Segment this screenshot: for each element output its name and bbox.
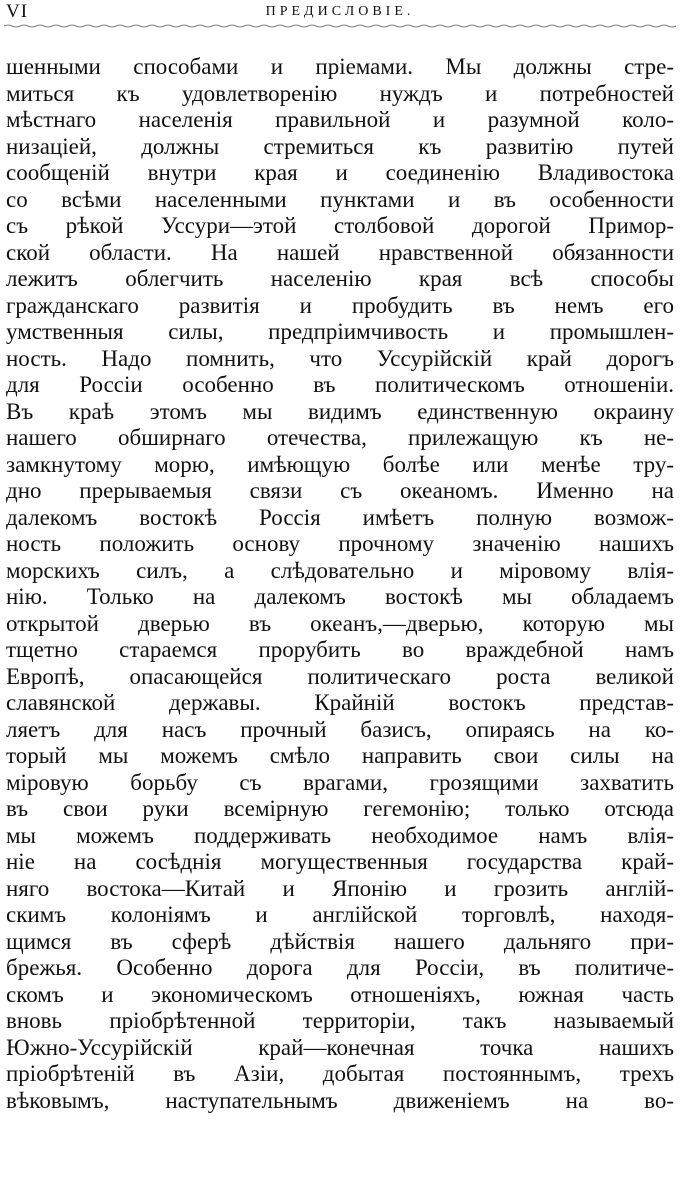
header-rule: [4, 24, 676, 28]
text-line: щимся въ сферѣ дѣйствія нашего дальняго при-: [6, 928, 674, 954]
text-line: тщетно стараемся прорубить во враждебной намъ: [6, 637, 674, 662]
text-line: нію. Только на далекомъ востокѣ мы обладаемъ: [6, 584, 674, 609]
text-line: Въ краѣ этомъ мы видимъ единственную окраину: [6, 398, 674, 424]
text-line: ность положить основу прочному значенію нашихъ: [6, 531, 674, 556]
page-header: [0, 0, 680, 32]
text-line: низаціей, должны стремиться къ развитію путей: [6, 133, 674, 159]
text-line: славянской державы. Крайній востокъ представ-: [6, 690, 674, 715]
text-line: умственныя силы, предпріимчивость и промышлен-: [6, 319, 674, 344]
text-line: сообщеній внутри края и соединенію Владивостока: [6, 160, 674, 185]
text-line: мы можемъ поддерживать необходимое намъ влія-: [6, 822, 674, 848]
text-line: мѣстнаго населенія правильной и разумной коло-: [6, 107, 674, 132]
body-text: [6, 54, 674, 1114]
text-line: лежитъ облегчить населенію края всѣ способы: [6, 266, 674, 291]
text-line: замкнутому морю, имѣющую болѣе или менѣе тру-: [6, 451, 674, 477]
text-line: брежья. Особенно дорога для Россіи, въ политиче-: [6, 955, 674, 980]
text-line: далекомъ востокѣ Россія имѣетъ полную возмож-: [6, 504, 674, 530]
text-line: вѣковымъ, наступательнымъ движеніемъ на во-: [6, 1087, 674, 1113]
text-line: для Россіи особенно въ политическомъ отношеніи.: [6, 372, 674, 397]
text-line: вновь пріобрѣтенной территоріи, такъ называемый: [6, 1008, 674, 1033]
text-line: ніе на сосѣднія могущественныя государства край-: [6, 849, 674, 874]
text-line: скомъ и экономическомъ отношеніяхъ, южная часть: [6, 981, 674, 1007]
text-line: гражданскаго развитія и пробудить въ немъ его: [6, 292, 674, 318]
text-line: нашего обширнаго отечества, прилежащую къ не-: [6, 425, 674, 450]
text-line: открытой дверью въ океанъ,—дверью, которую мы: [6, 610, 674, 636]
text-line: ской области. На нашей нравственной обязанности: [6, 239, 674, 265]
text-line: съ рѣкой Уссури—этой столбовой дорогой Примор-: [6, 213, 674, 238]
text-line: няго востока—Китай и Японію и грозить англій-: [6, 875, 674, 901]
text-line: морскихъ силъ, а слѣдовательно и міровому влія-: [6, 557, 674, 583]
text-line: дно прерываемыя связи съ океаномъ. Именно на: [6, 478, 674, 503]
text-line: пріобрѣтеній въ Азіи, добытая постояннымъ, трехъ: [6, 1061, 674, 1086]
text-line: миться къ удовлетворенію нуждъ и потребностей: [6, 80, 674, 106]
text-line: торый мы можемъ смѣло направить свои силы на: [6, 743, 674, 768]
text-line: Европѣ, опасающейся политическаго роста великой: [6, 663, 674, 689]
text-line: ляетъ для насъ прочный базисъ, опираясь на ко-: [6, 716, 674, 742]
page-number: VI: [6, 1, 29, 22]
text-line: въ свои руки всемірную гегемонію; только отсюда: [6, 796, 674, 821]
text-line: со всѣми населенными пунктами и въ особенности: [6, 186, 674, 212]
text-line: міровую борьбу съ врагами, грозящими захватить: [6, 769, 674, 795]
running-head: ПРЕДИСЛОВІЕ.: [265, 4, 415, 19]
text-line: Южно-Уссурійскій край—конечная точка нашихъ: [6, 1034, 674, 1060]
text-line: ность. Надо помнить, что Уссурійскій край дорогъ: [6, 345, 674, 371]
text-line: скимъ колоніямъ и англійской торговлѣ, находя-: [6, 902, 674, 927]
text-line: шенными способами и пріемами. Мы должны стре-: [6, 54, 674, 79]
